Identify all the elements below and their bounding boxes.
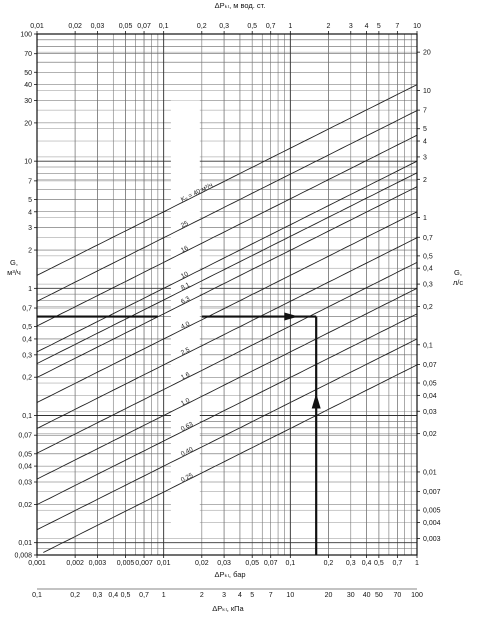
arrow-up <box>312 393 321 408</box>
left-tick-label: 0,02 <box>18 501 32 509</box>
mwc-tick-label: 0,02 <box>68 23 82 30</box>
bar-tick-label: 0,07 <box>263 560 278 567</box>
mwc-tick-label: 1 <box>288 23 293 30</box>
kpa-tick-label: 0,1 <box>32 592 42 599</box>
kv-label-4: 8,1 <box>179 281 192 292</box>
arrow-right <box>284 313 298 321</box>
left-tick-label: 30 <box>24 97 32 105</box>
kpa-tick-label: 0,2 <box>70 592 80 599</box>
major-grid <box>37 34 417 555</box>
mwc-tick-label: 0,7 <box>265 23 276 30</box>
left-axis-label-line1: G, <box>10 258 18 267</box>
left-tick-label: 7 <box>28 178 32 186</box>
kpa-tick-label: 4 <box>237 592 242 599</box>
kpa-tick-label: 10 <box>286 592 295 599</box>
bar-tick-label: 0,01 <box>156 560 171 567</box>
bar-tick-label: 0,5 <box>374 560 384 567</box>
kpa-tick-label: 0,4 <box>108 592 119 599</box>
left-tick-label: 0,03 <box>18 479 32 487</box>
label-strip <box>171 100 200 537</box>
left-tick-label: 0,05 <box>18 451 32 459</box>
bar-tick-label: 0,2 <box>323 560 334 567</box>
kv-label-8: 1,6 <box>179 371 192 382</box>
bar-tick-label: 0,007 <box>135 560 153 567</box>
mwc-tick-label: 0,01 <box>30 23 44 30</box>
kv-line-1 <box>37 111 417 302</box>
right-tick-label: 0,03 <box>423 408 437 416</box>
minor-grid <box>37 34 417 555</box>
bottom-axis-label-kpa: ΔPₖₗ, кПа <box>212 604 244 613</box>
kpa-tick-label: 1 <box>161 592 166 599</box>
mwc-tick-label: 3 <box>348 23 353 30</box>
right-tick-label: 0,004 <box>423 520 441 528</box>
right-tick-label: 0,01 <box>423 469 437 477</box>
left-tick-label: 0,7 <box>22 305 32 313</box>
bar-tick-label: 0,005 <box>116 560 135 567</box>
right-tick-label: 0,2 <box>423 303 433 311</box>
right-tick-label: 20 <box>423 49 431 57</box>
left-tick-label: 0,04 <box>18 463 32 471</box>
left-tick-label: 1 <box>28 285 32 293</box>
kpa-tick-label: 40 <box>362 592 371 599</box>
left-tick-label: 100 <box>20 31 32 39</box>
kv-label-12: 0,25 <box>179 471 195 484</box>
mwc-tick-label: 5 <box>376 23 381 30</box>
mwc-tick-label: 0,3 <box>219 23 229 30</box>
kv-line-7 <box>37 238 417 429</box>
kpa-tick-label: 0,3 <box>92 592 103 599</box>
kv-line-3 <box>37 161 417 352</box>
bar-tick-label: 1 <box>415 560 419 567</box>
kpa-tick-label: 7 <box>268 592 273 599</box>
bar-tick-label: 0,03 <box>217 560 231 567</box>
left-tick-label: 10 <box>24 158 32 166</box>
left-tick-label: 0,2 <box>22 374 32 382</box>
mwc-tick-label: 7 <box>395 23 400 30</box>
right-tick-label: 0,04 <box>423 392 437 400</box>
kv-label-5: 6,3 <box>179 295 192 306</box>
kv-label-11: 0,40 <box>179 446 195 458</box>
kpa-tick-label: 0,7 <box>139 592 149 599</box>
bar-tick-label: 0,003 <box>88 560 107 567</box>
top-axis-label: ΔPₖₗ, м вод. ст. <box>214 1 266 10</box>
right-axis-label-line2: л/с <box>452 278 464 287</box>
left-tick-label: 50 <box>24 69 32 77</box>
right-tick-label: 0,3 <box>423 281 433 289</box>
mwc-tick-label: 0,05 <box>118 23 133 30</box>
right-tick-label: 10 <box>423 87 431 95</box>
kpa-tick-label: 70 <box>393 592 402 599</box>
kv-line-8 <box>37 262 417 453</box>
left-tick-label: 0,07 <box>18 432 32 440</box>
mwc-tick-label: 10 <box>413 23 421 30</box>
mwc-tick-label: 0,1 <box>158 23 169 30</box>
right-tick-label: 0,5 <box>423 253 433 261</box>
kpa-tick-label: 50 <box>374 592 383 599</box>
bar-tick-label: 0,4 <box>361 560 372 567</box>
kv-line-12 <box>43 365 417 553</box>
bar-tick-label: 0,1 <box>285 560 296 567</box>
kpa-tick-label: 30 <box>346 592 355 599</box>
left-tick-label: 0,008 <box>14 552 32 560</box>
right-tick-label: 0,003 <box>423 535 441 543</box>
left-tick-label: 5 <box>28 196 32 204</box>
right-tick-label: 0,005 <box>423 507 441 515</box>
kpa-tick-label: 5 <box>250 592 255 599</box>
left-tick-label: 2 <box>28 247 32 255</box>
kv-label-2: 16 <box>179 244 190 255</box>
left-tick-label: 3 <box>28 225 32 233</box>
left-tick-label: 4 <box>28 209 32 217</box>
kv-label-6: 4,0 <box>179 320 192 331</box>
right-tick-label: 0,7 <box>423 234 433 242</box>
right-tick-label: 0,007 <box>423 489 441 497</box>
bar-tick-label: 0,02 <box>194 560 209 567</box>
bottom-axis-label-bar: ΔPₖₗ, бар <box>214 570 246 579</box>
bar-tick-label: 0,001 <box>28 560 46 567</box>
plot-frame <box>37 34 417 555</box>
right-axis-label-line1: G, <box>454 268 462 277</box>
kv-line-10 <box>37 314 417 505</box>
bar-tick-label: 0,05 <box>245 560 260 567</box>
left-tick-label: 0,3 <box>22 352 32 360</box>
kv-line-0 <box>37 85 417 276</box>
left-axis-label-line2: м³/ч <box>7 268 21 277</box>
mwc-tick-label: 4 <box>364 23 369 30</box>
right-tick-label: 0,1 <box>423 342 433 350</box>
kv-label-3: 10 <box>179 270 190 281</box>
mwc-tick-label: 0,5 <box>247 23 258 30</box>
right-tick-label: 0,4 <box>423 265 433 273</box>
bar-tick-label: 0,002 <box>66 560 84 567</box>
kv-lines <box>37 85 417 553</box>
kpa-tick-label: 100 <box>411 592 423 599</box>
kv-label-7: 2,5 <box>179 346 192 357</box>
mwc-tick-label: 0,03 <box>90 23 105 30</box>
axis-ticks <box>14 23 440 599</box>
kv-line-2 <box>37 135 417 326</box>
kv-line-6 <box>37 212 417 403</box>
kv-line-11 <box>37 339 417 530</box>
mwc-tick-label: 0,07 <box>137 23 151 30</box>
mwc-tick-label: 0,2 <box>196 23 207 30</box>
right-tick-label: 4 <box>423 138 427 146</box>
kpa-tick-label: 0,5 <box>120 592 131 599</box>
right-tick-label: 3 <box>423 154 427 162</box>
right-tick-label: 0,07 <box>423 361 437 369</box>
right-tick-label: 2 <box>423 176 427 184</box>
kv-line-5 <box>37 187 417 378</box>
kv-label-9: 1,0 <box>179 397 192 408</box>
right-tick-label: 5 <box>423 126 427 134</box>
left-tick-label: 0,01 <box>18 540 32 548</box>
left-tick-label: 40 <box>24 82 32 90</box>
left-tick-label: 70 <box>24 51 32 59</box>
right-tick-label: 0,02 <box>423 431 437 439</box>
left-tick-label: 20 <box>24 120 32 128</box>
kpa-tick-label: 2 <box>199 592 204 599</box>
left-tick-label: 0,1 <box>22 413 32 421</box>
bar-tick-label: 0,7 <box>392 560 403 567</box>
right-tick-label: 7 <box>423 107 427 115</box>
right-tick-label: 1 <box>423 215 427 223</box>
kpa-tick-label: 20 <box>324 592 333 599</box>
bar-tick-label: 0,3 <box>345 560 356 567</box>
left-tick-label: 0,4 <box>22 336 32 344</box>
mwc-tick-label: 2 <box>326 23 331 30</box>
left-tick-label: 0,5 <box>22 324 32 332</box>
right-tick-label: 0,05 <box>423 380 437 388</box>
kv-label-0: Kᵥ = 40 м³/ч <box>179 181 215 204</box>
kpa-tick-label: 3 <box>222 592 227 599</box>
kv-label-1: 25 <box>179 220 190 230</box>
kv-label-10: 0,63 <box>179 420 195 433</box>
